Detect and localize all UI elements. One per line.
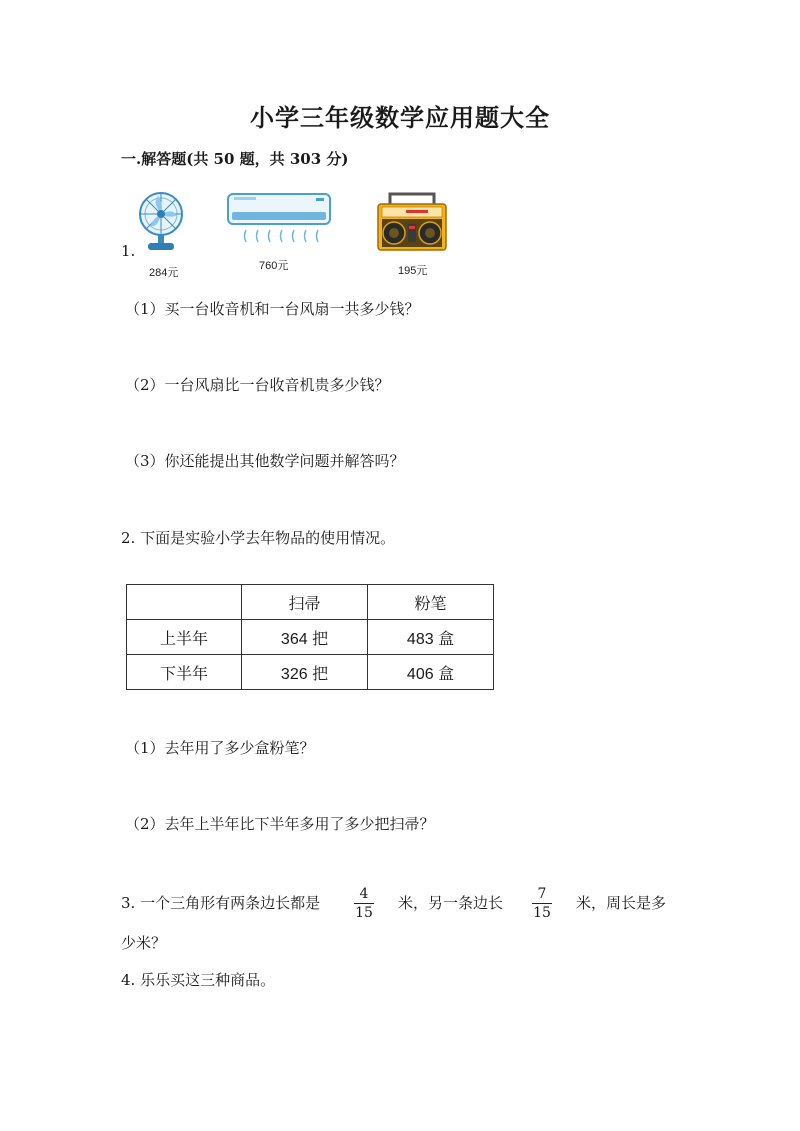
table-row: [127, 655, 494, 690]
air-conditioner-icon: [226, 192, 332, 250]
fraction-numerator: 4: [359, 886, 369, 902]
table-cell: 364 把: [242, 620, 368, 655]
fan-item: [136, 188, 186, 260]
question-1-sub-2: （2）一台风扇比一台收音机贵多少钱？: [125, 376, 390, 394]
fraction-numerator: 7: [537, 886, 547, 902]
question-3-text-part3: 米，周长是多: [576, 894, 667, 912]
fraction-denominator: 15: [533, 905, 551, 921]
question-1-sub-3: （3）你还能提出其他数学问题并解答吗？: [125, 452, 405, 470]
table-header-row: [127, 585, 494, 620]
question-2-sub-2: （2）去年上半年比下半年多用了多少把扫帚？: [125, 815, 435, 833]
air-conditioner-price: 760元: [259, 260, 289, 272]
radio-item: [376, 190, 448, 258]
question-3-text-part2: 米，另一条边长: [398, 894, 504, 912]
page-title: 小学三年级数学应用题大全: [250, 103, 550, 132]
table-header-cell: [127, 585, 242, 620]
table-cell: 483 盒: [368, 620, 494, 655]
table-header-cell: 粉笔: [368, 585, 494, 620]
table-cell: 下半年: [127, 655, 242, 690]
question-1-number: 1.: [121, 242, 136, 260]
radio-price: 195元: [398, 265, 428, 277]
question-2-sub-1: （1）去年用了多少盒粉笔？: [125, 739, 315, 757]
table-cell: 406 盒: [368, 655, 494, 690]
air-conditioner-item: [226, 192, 332, 254]
question-3-text-line2: 少米？: [121, 934, 167, 952]
question-4-text: 4. 乐乐买这三种商品。: [121, 971, 276, 989]
usage-table: [126, 584, 494, 690]
table-row: [127, 620, 494, 655]
fan-price: 284元: [149, 267, 179, 279]
table-header-cell: 扫帚: [242, 585, 368, 620]
fraction-4-15: [352, 887, 376, 920]
section-heading: 一.解答题(共 50 题，共 303 分): [121, 150, 349, 168]
table-cell: 上半年: [127, 620, 242, 655]
table-cell: 326 把: [242, 655, 368, 690]
question-1-sub-1: （1）买一台收音机和一台风扇一共多少钱？: [125, 300, 420, 318]
question-2-text: 2. 下面是实验小学去年物品的使用情况。: [121, 529, 396, 547]
fraction-7-15: [530, 887, 554, 920]
fraction-denominator: 15: [355, 905, 373, 921]
question-3-text-part1: 3. 一个三角形有两条边长都是: [121, 894, 321, 912]
radio-icon: [376, 190, 448, 254]
fan-icon: [136, 188, 186, 256]
